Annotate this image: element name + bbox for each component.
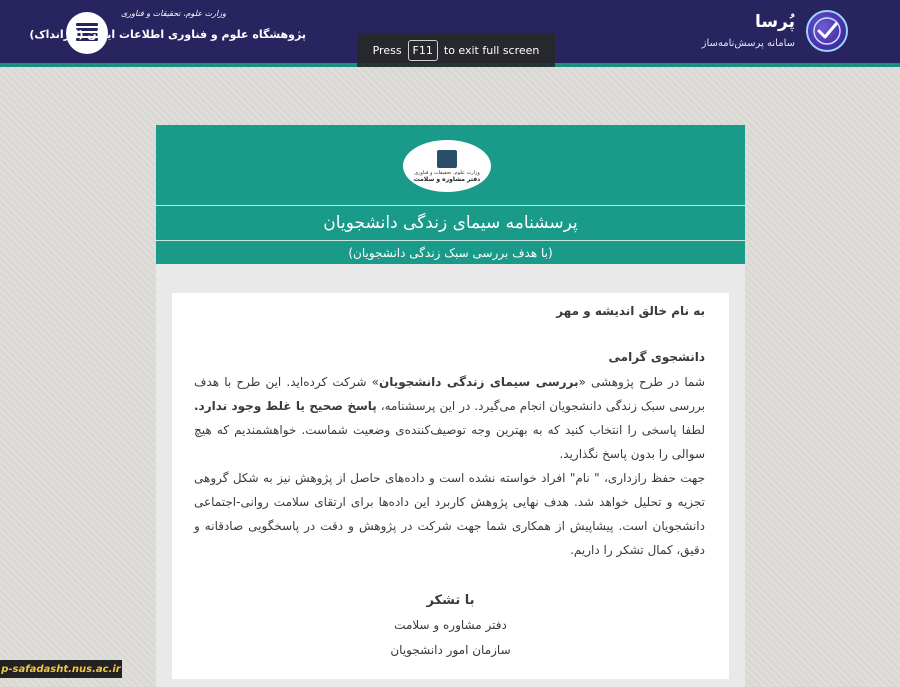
brand-subtitle: سامانه پرسش‌نامه‌ساز — [701, 38, 795, 49]
f11-key: F11 — [408, 40, 438, 61]
intro-heading: به نام خالق اندیشه و مهر — [556, 304, 705, 318]
fullscreen-suffix: to exit full screen — [443, 43, 540, 57]
signature-office: دفتر مشاوره و سلامت — [394, 618, 507, 632]
questionnaire-header — [156, 125, 745, 264]
thanks-label: با تشکر — [426, 593, 475, 608]
intro-paragraph-2: جهت حفظ رازداری، " نام" افراد خواسته نشده است و داده‌های حاصل از پژوهش نیز به شکل گروهی تجزیه و تحلیل خواهد شد. هدف نهایی پژوهش کاربرد این داده‌ها برای ارتقای سلامت روانی-اجتماعی دانشجویان است. پیشاپیش از همکاری شما جهت شرکت در پژوهش و دقت در پاسخگویی صادقانه و دقیق، کمال تشکر را داریم. — [194, 471, 705, 557]
institute-name: پژوهشگاه علوم و فناوری اطلاعات ایران (ایرانداک) — [29, 28, 306, 41]
brand-name: پُرسا — [754, 12, 795, 32]
fullscreen-notice — [357, 33, 555, 67]
signature-organization: سازمان امور دانشجویان — [390, 643, 511, 657]
counseling-office-logo — [403, 140, 491, 192]
questionnaire-title: پرسشنامه سیمای زندگی دانشجویان — [156, 205, 745, 241]
university-emblem-icon — [437, 150, 457, 168]
site-watermark: p-safadasht.nus.ac.ir — [0, 660, 122, 678]
questionnaire-subtitle: (با هدف بررسی سبک زندگی دانشجویان) — [348, 245, 553, 260]
ministry-label: وزارت علوم، تحقیقات و فناوری — [121, 9, 226, 18]
intro-panel — [172, 293, 729, 679]
fullscreen-prefix: Press — [372, 43, 402, 57]
institute-logo-block[interactable] — [29, 6, 306, 58]
questionnaire-body — [156, 264, 745, 687]
porsa-brand[interactable] — [648, 10, 848, 56]
greeting: دانشجوی گرامی — [608, 350, 705, 364]
logo-ministry-text: وزارت علوم، تحقیقات و فناوری — [414, 169, 480, 176]
porsa-logo-icon — [806, 10, 848, 52]
logo-office-text: دفتر مشاوره و سلامت — [413, 175, 481, 183]
intro-paragraph-1: شما در طرح پژوهشی «بررسی سیمای زندگی دانشجویان» شرکت کرده‌اید. این طرح با هدف بررسی سبک زندگی دانشجویان انجام می‌گیرد. در این پرسشنامه، پاسخ صحیح یا غلط وجود ندارد. لطفا پاسخی را انتخاب کنید که به بهترین وجه توصیف‌کننده‌ی وضعیت شماست. خواهشمندیم که هیچ سوالی را بدون پاسخ نگذارید. — [194, 375, 706, 461]
